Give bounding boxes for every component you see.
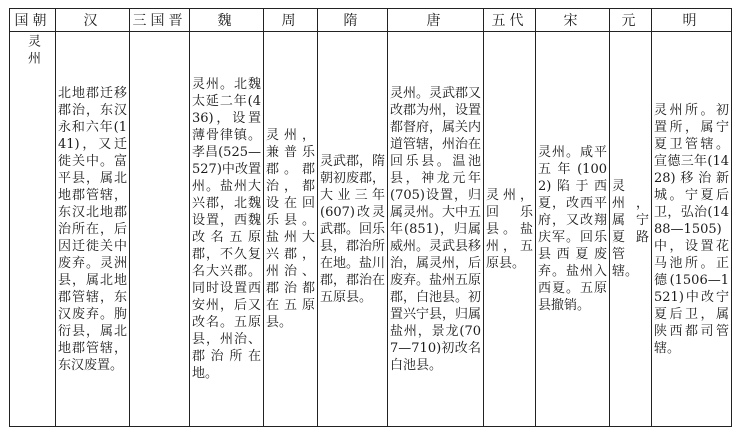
header-zhou: 周	[264, 9, 318, 32]
header-ming: 明	[652, 9, 732, 32]
cell-yuan: 灵州，属宁夏路管辖。	[610, 32, 652, 427]
admin-history-table-wrapper	[9, 8, 732, 427]
header-wei: 魏	[190, 9, 264, 32]
admin-history-table	[9, 8, 732, 427]
cell-ming: 灵州所。初置所，属宁夏卫管辖。宣德三年(1428)移治新城。宁夏后卫，弘治(1488—1505)中，设置花马池所。正德(1506—1521)中改宁夏后卫，属陕西都司管辖。	[652, 32, 732, 427]
header-sui: 隋	[318, 9, 388, 32]
cell-sui: 灵武郡，隋朝初废郡，大业三年(607)改灵武郡。回乐县，郡治所在地。盐川郡，郡治在五原县。	[318, 32, 388, 427]
cell-song: 灵州。咸平五年(1002)陷于西夏，改西平府，又改翔庆军。回乐县西夏废弃。盐州入西夏。五原县撤销。	[536, 32, 610, 427]
cell-tang: 灵州。灵武郡又改郡为州，设置都督府，属关内道管辖，州治在回乐县。温池县，神龙元年(705)设置，归属灵州。大中五年(851)，归属威州。灵武县移治，属灵州，后废弃。盐州五原郡，白池县。初置兴宁县，归属盐州，景龙(707—710)初改名白池县。	[388, 32, 484, 427]
cell-han: 北地郡迁移郡治，东汉永和六年(141)，又迁徙关中。富平县，属北地郡管辖，东汉北地郡治所在，后因迁徙关中废弃。灵洲县，属北地郡管辖，东汉废弃。朐衍县，属北地郡管辖，东汉废置。	[56, 32, 130, 427]
cell-sanguo-jin	[130, 32, 190, 427]
header-tang: 唐	[388, 9, 484, 32]
header-dynasty: 国朝	[10, 9, 56, 32]
header-wudai: 五代	[484, 9, 536, 32]
header-sanguo-jin: 三国晋	[130, 9, 190, 32]
header-song: 宋	[536, 9, 610, 32]
cell-wudai: 灵州，回乐县。盐州，五原县。	[484, 32, 536, 427]
header-row	[10, 9, 732, 32]
region-cell: 灵州	[10, 32, 56, 427]
header-yuan: 元	[610, 9, 652, 32]
cell-zhou: 灵州，兼普乐郡。郡治，都设在回乐县。盐州大兴郡，州治、郡治都在五原县。	[264, 32, 318, 427]
cell-wei: 灵州。北魏太延二年(436)，设置薄骨律镇。孝昌(525—527)中改置州。盐州大兴郡，北魏设置，西魏改名五原郡，不久复名大兴郡。同时设置西安州，后又改名。五原县，州治、郡治所在地。	[190, 32, 264, 427]
table-row	[10, 32, 732, 427]
header-han: 汉	[56, 9, 130, 32]
